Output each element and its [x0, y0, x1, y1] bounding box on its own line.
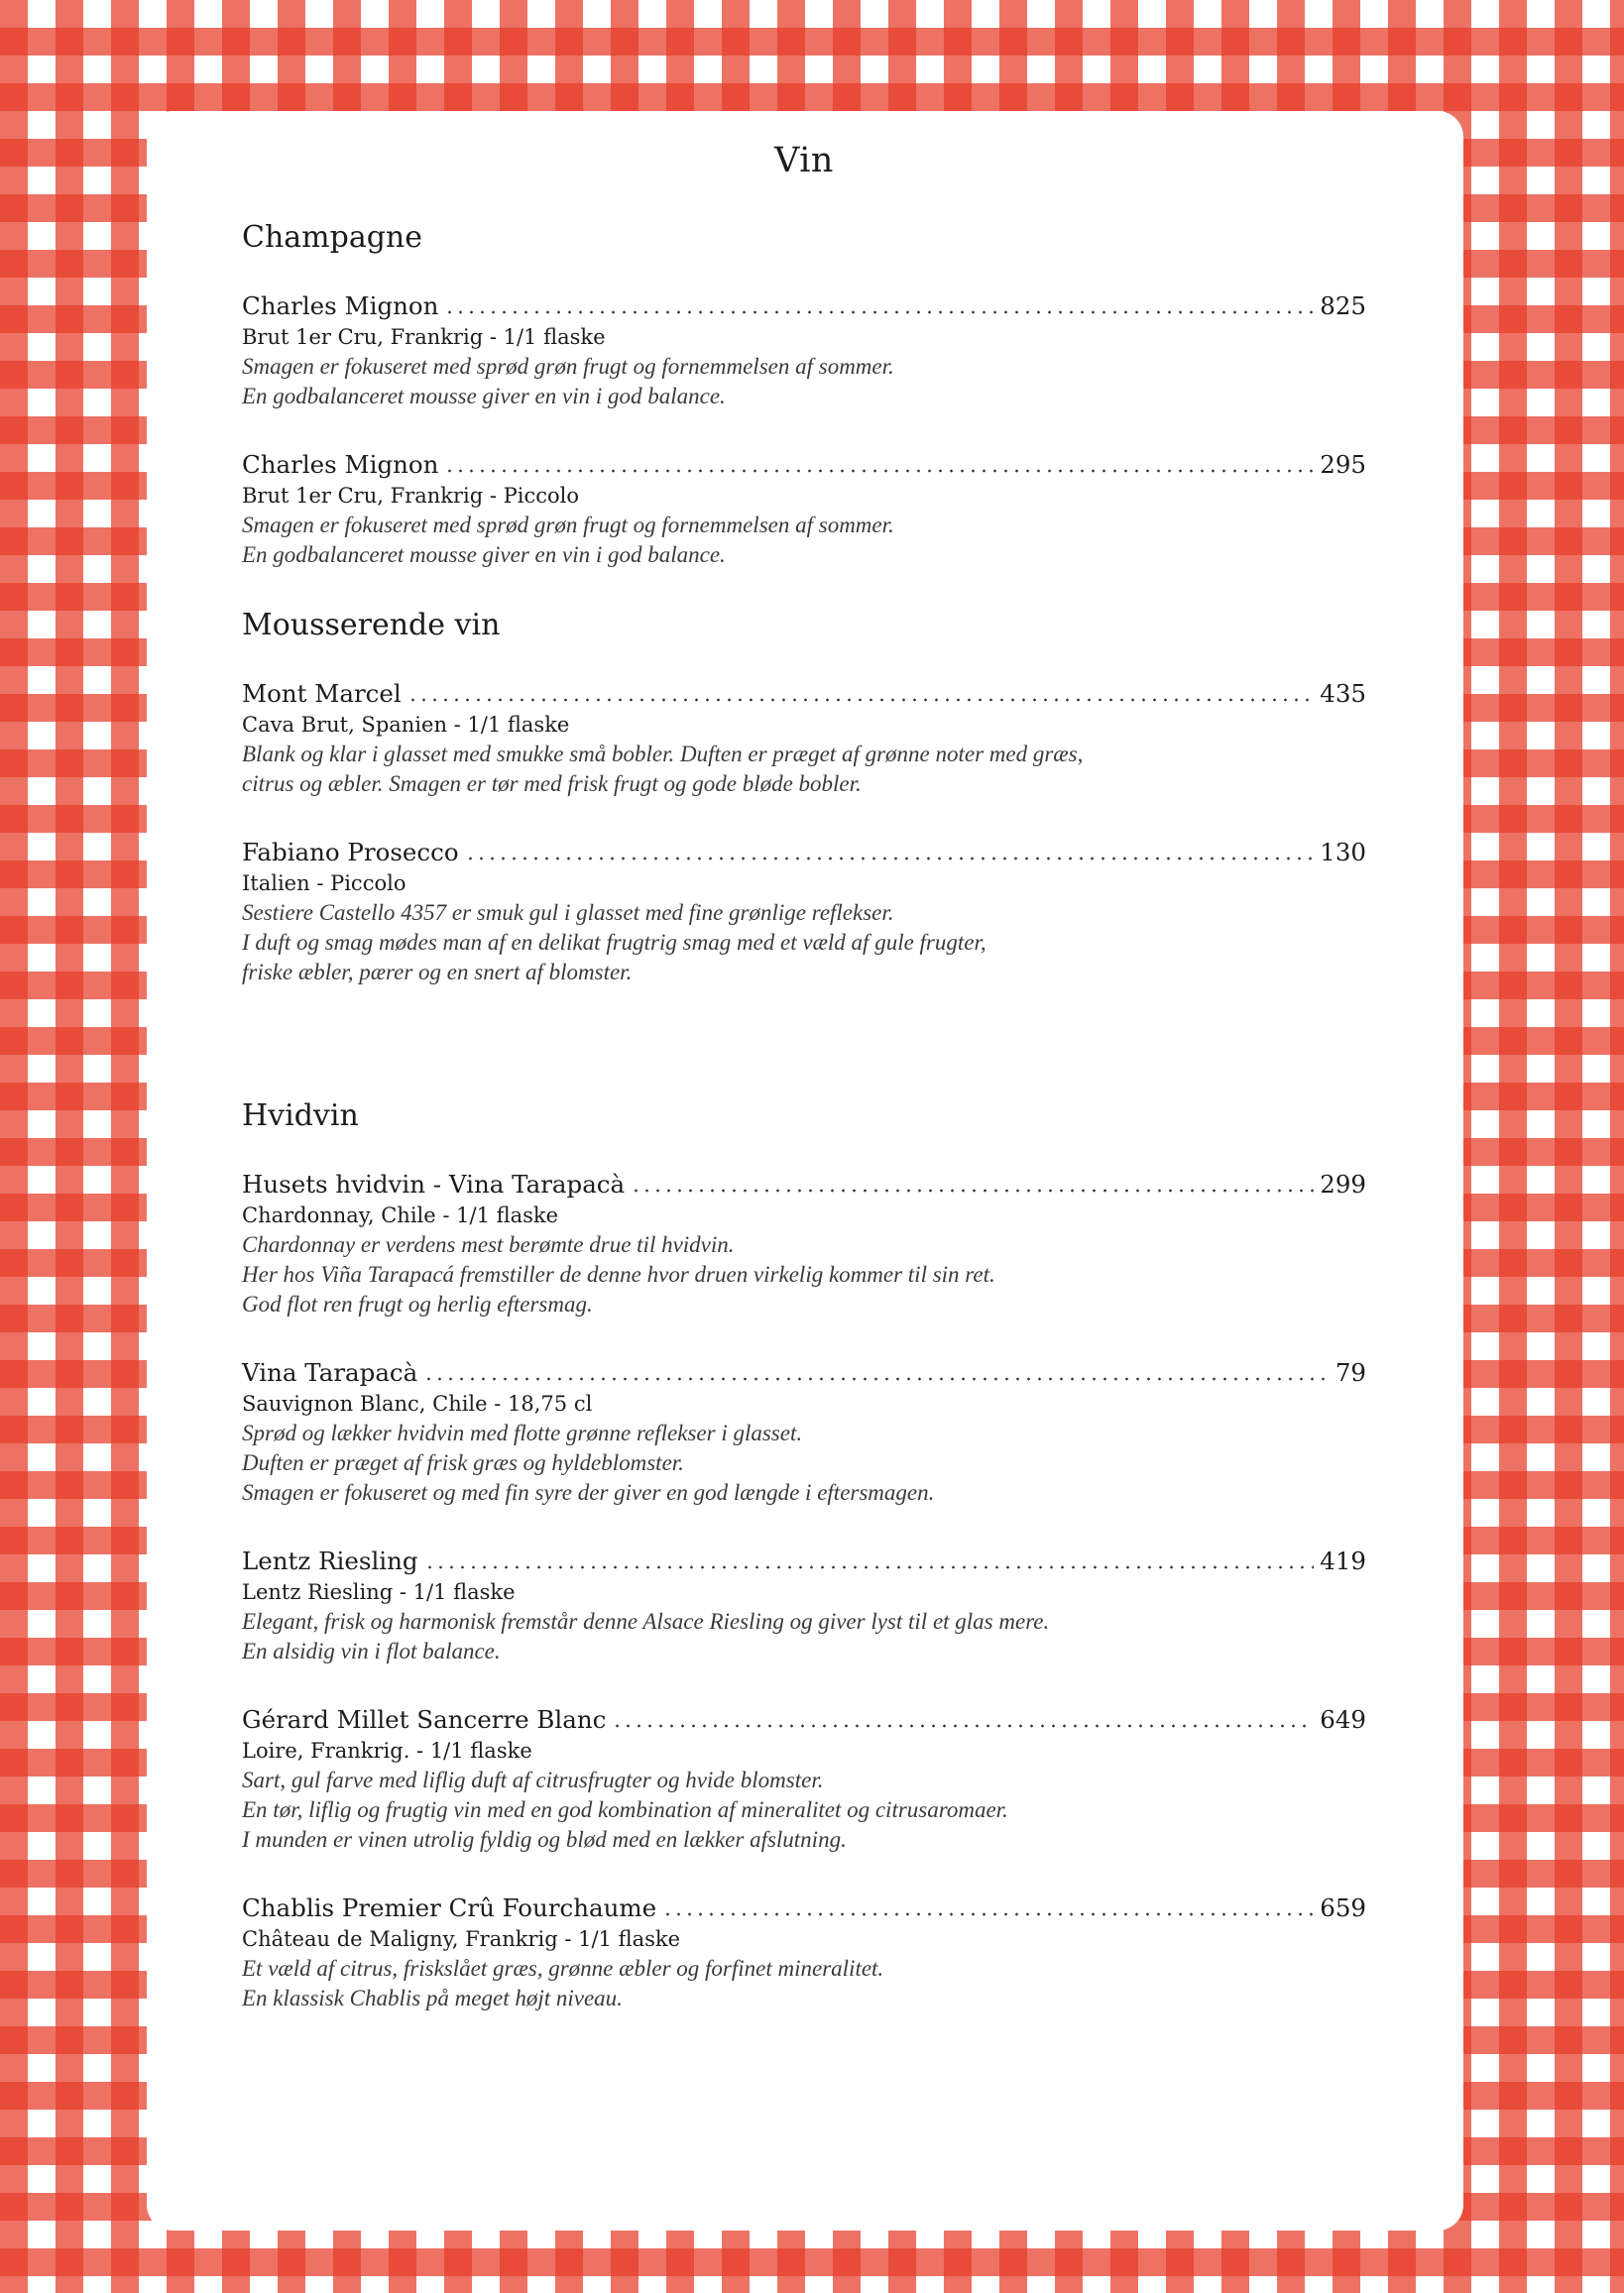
- wine-price: 419: [1320, 1547, 1366, 1575]
- description-line: Sestiere Castello 4357 er smuk gul i glasset med fine grønlige reflekser.: [242, 900, 894, 925]
- section-champagne: [242, 220, 1366, 570]
- menu-card: [147, 111, 1463, 2231]
- section-hvidvin: [242, 1098, 1366, 2013]
- wine-name: Charles Mignon: [242, 291, 439, 320]
- description-line: Chardonnay er verdens mest berømte drue til hvidvin.: [242, 1232, 735, 1257]
- description-line: En godbalanceret mousse giver en vin i god balance.: [242, 542, 726, 567]
- wine-description: [242, 352, 1366, 411]
- wine-subtitle: Italien - Piccolo: [242, 871, 406, 895]
- wine-name: Mont Marcel: [242, 679, 402, 708]
- wine-item: [242, 1892, 1366, 2013]
- wine-price: 649: [1320, 1705, 1366, 1734]
- dot-leader: [444, 310, 1314, 314]
- section-mousserende-vin: [242, 608, 1366, 987]
- wine-header: [242, 1546, 1366, 1577]
- wine-description: [242, 740, 1366, 799]
- wine-name: Vina Tarapacà: [242, 1358, 418, 1387]
- dot-leader: [444, 469, 1314, 473]
- wine-description: [242, 1954, 1366, 2013]
- description-line: En alsidig vin i flot balance.: [242, 1639, 501, 1663]
- wine-description: [242, 511, 1366, 570]
- dot-leader: [662, 1912, 1314, 1916]
- wine-item: [242, 290, 1366, 411]
- description-line: friske æbler, pærer og en snert af blomster.: [242, 960, 633, 984]
- wine-header: [242, 1704, 1366, 1736]
- wine-name: Charles Mignon: [242, 450, 439, 479]
- description-line: citrus og æbler. Smagen er tør med frisk frugt og gode bløde bobler.: [242, 771, 862, 796]
- wine-name: Chablis Premier Crû Fourchaume: [242, 1893, 657, 1922]
- description-line: Smagen er fokuseret og med fin syre der giver en god længde i eftersmagen.: [242, 1480, 935, 1505]
- description-line: En tør, liflig og frugtig vin med en god kombination af mineralitet og citrusaromaer.: [242, 1797, 1008, 1822]
- wine-subtitle: Sauvignon Blanc, Chile - 18,75 cl: [242, 1392, 593, 1416]
- wine-header: [242, 449, 1366, 481]
- description-line: I munden er vinen utrolig fyldig og blød med en lækker afslutning.: [242, 1827, 847, 1852]
- page-title: Vin: [774, 141, 834, 180]
- wine-subtitle: Brut 1er Cru, Frankrig - Piccolo: [242, 484, 579, 508]
- dot-leader: [465, 857, 1315, 860]
- wine-subtitle: Cava Brut, Spanien - 1/1 flaske: [242, 713, 570, 737]
- wine-item: [242, 837, 1366, 987]
- description-line: Her hos Viña Tarapacá fremstiller de denne hvor druen virkelig kommer til sin ret.: [242, 1262, 995, 1287]
- wine-subtitle: Lentz Riesling - 1/1 flaske: [242, 1580, 516, 1604]
- wine-name: Fabiano Prosecco: [242, 838, 459, 866]
- wine-price: 295: [1320, 450, 1366, 479]
- wine-price: 825: [1320, 291, 1366, 320]
- wine-item: [242, 1169, 1366, 1319]
- description-line: Sprød og lækker hvidvin med flotte grønne reflekser i glasset.: [242, 1421, 803, 1445]
- wine-item: [242, 678, 1366, 799]
- description-line: Blank og klar i glasset med smukke små bobler. Duften er præget af grønne noter med græs,: [242, 742, 1084, 766]
- wine-header: [242, 1892, 1366, 1924]
- dot-leader: [423, 1377, 1330, 1381]
- wine-description: [242, 1766, 1366, 1855]
- wine-header: [242, 1357, 1366, 1389]
- description-line: I duft og smag mødes man af en delikat frugtrig smag med et væld af gule frugter,: [242, 930, 986, 955]
- wine-price: 659: [1320, 1893, 1366, 1922]
- wine-header: [242, 837, 1366, 868]
- dot-leader: [612, 1724, 1314, 1728]
- wine-price: 299: [1320, 1170, 1366, 1199]
- description-line: Et væld af citrus, friskslået græs, grønne æbler og forfinet mineralitet.: [242, 1956, 884, 1981]
- dot-leader: [424, 1565, 1315, 1569]
- wine-price: 79: [1334, 1358, 1366, 1387]
- wine-description: [242, 1607, 1366, 1666]
- wine-name: Husets hvidvin - Vina Tarapacà: [242, 1170, 626, 1199]
- wine-name: Gérard Millet Sancerre Blanc: [242, 1705, 607, 1734]
- wine-subtitle: Brut 1er Cru, Frankrig - 1/1 flaske: [242, 325, 606, 349]
- section-title: Mousserende vin: [242, 608, 501, 642]
- wine-subtitle: Loire, Frankrig. - 1/1 flaske: [242, 1739, 532, 1763]
- wine-description: [242, 1419, 1366, 1508]
- description-line: Smagen er fokuseret med sprød grøn frugt og fornemmelsen af sommer.: [242, 513, 894, 537]
- description-line: Elegant, frisk og harmonisk fremstår denne Alsace Riesling og giver lyst til et glas mere.: [242, 1609, 1050, 1634]
- wine-item: [242, 1357, 1366, 1508]
- wine-header: [242, 1169, 1366, 1201]
- wine-description: [242, 1230, 1366, 1319]
- wine-item: [242, 449, 1366, 570]
- wine-header: [242, 290, 1366, 322]
- wine-price: 130: [1320, 838, 1366, 866]
- wine-name: Lentz Riesling: [242, 1547, 418, 1575]
- description-line: Sart, gul farve med liflig duft af citrusfrugter og hvide blomster.: [242, 1768, 824, 1792]
- wine-subtitle: Château de Maligny, Frankrig - 1/1 flaske: [242, 1927, 681, 1951]
- description-line: Smagen er fokuseret med sprød grøn frugt og fornemmelsen af sommer.: [242, 354, 894, 379]
- wine-item: [242, 1546, 1366, 1666]
- wine-subtitle: Chardonnay, Chile - 1/1 flaske: [242, 1204, 559, 1227]
- wine-description: [242, 898, 1366, 987]
- description-line: Duften er præget af frisk græs og hyldeblomster.: [242, 1450, 684, 1475]
- wine-price: 435: [1320, 679, 1366, 708]
- wine-header: [242, 678, 1366, 710]
- dot-leader: [631, 1189, 1314, 1193]
- description-line: En godbalanceret mousse giver en vin i god balance.: [242, 384, 726, 408]
- section-title: Hvidvin: [242, 1098, 359, 1133]
- wine-item: [242, 1704, 1366, 1855]
- section-title: Champagne: [242, 220, 422, 255]
- description-line: God flot ren frugt og herlig eftersmag.: [242, 1292, 593, 1317]
- description-line: En klassisk Chablis på meget højt niveau.: [242, 1986, 623, 2010]
- dot-leader: [407, 698, 1315, 702]
